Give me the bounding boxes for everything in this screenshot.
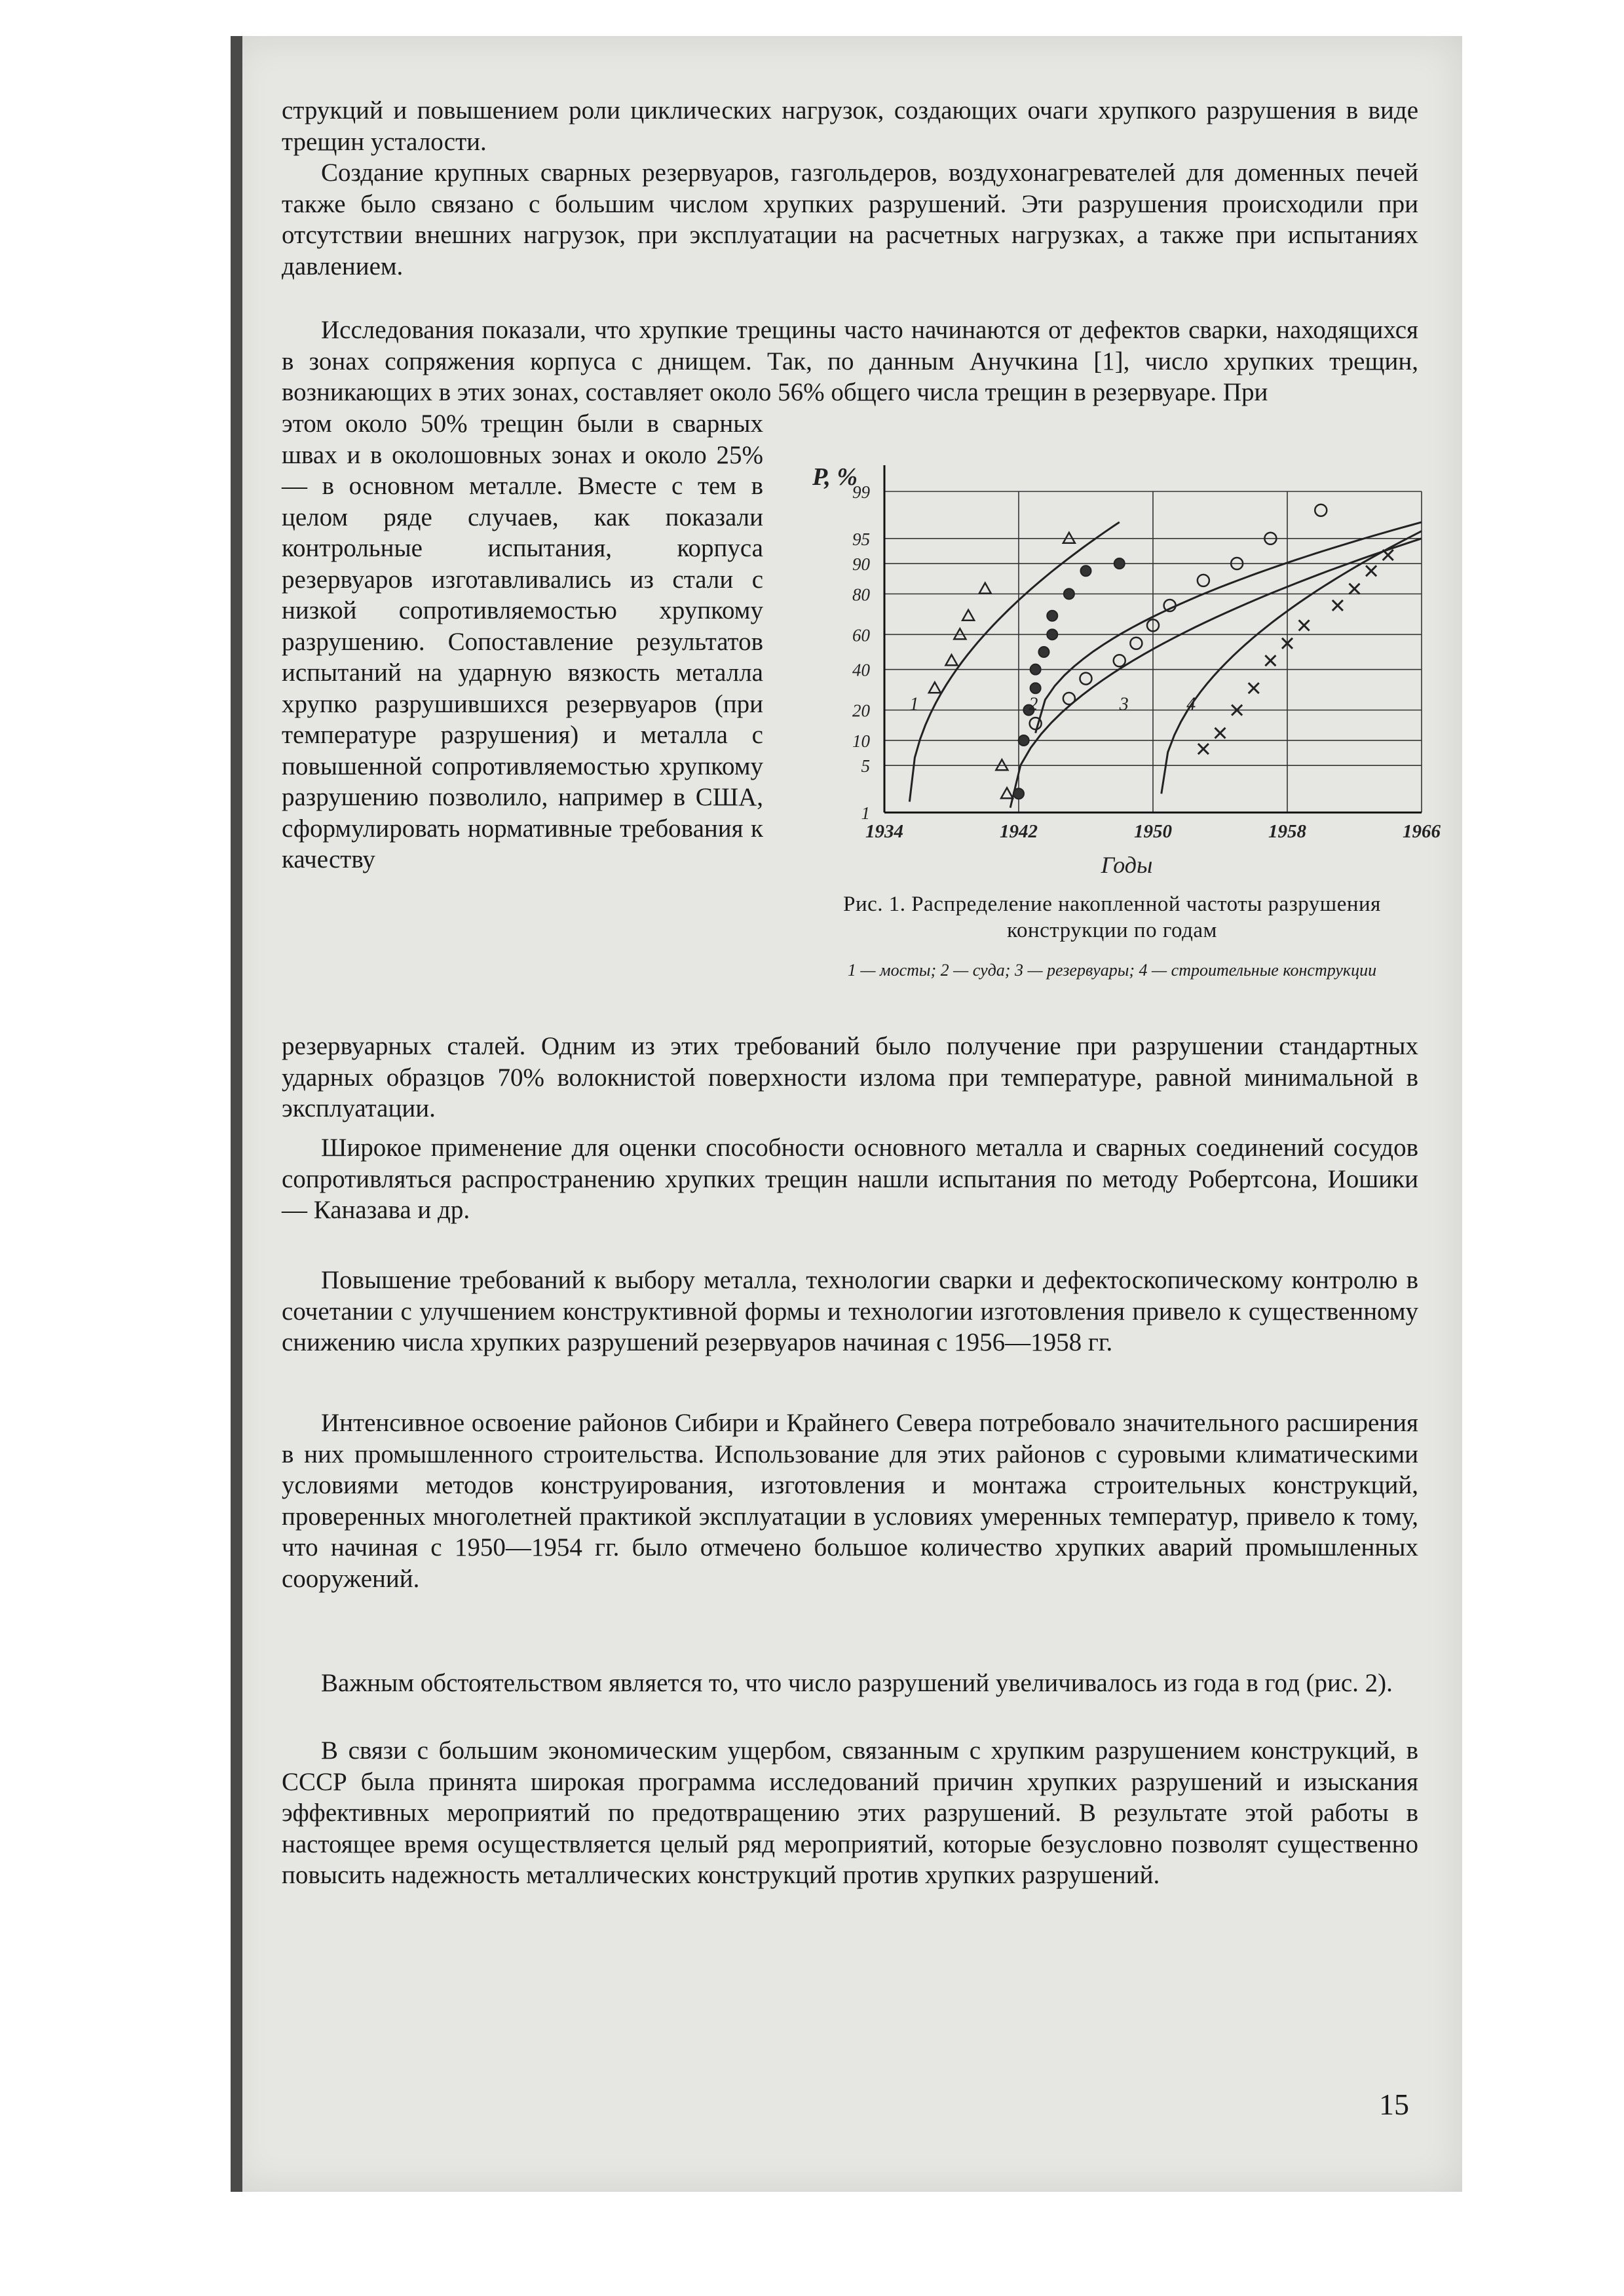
y-tick-label: 60: [852, 625, 870, 645]
data-point-triangle: [929, 682, 941, 693]
data-point-cross: [1332, 600, 1343, 611]
data-point-circle: [1315, 505, 1327, 516]
figure-caption: Рис. 1. Распределение накопленной частоты разрушения конструкции по годам: [843, 892, 1381, 942]
x-tick-label: 1950: [1134, 821, 1172, 842]
x-tick-label: 1966: [1403, 821, 1441, 842]
data-point-circle: [1030, 718, 1042, 729]
data-point-cross: [1215, 728, 1226, 738]
y-tick-label: 20: [852, 700, 870, 721]
x-tick-label: 1934: [865, 821, 903, 842]
data-point-triangle: [979, 583, 991, 594]
data-point-cross: [1265, 655, 1275, 666]
paragraph-continuation: струкций и повышением роли циклических нагрузок, создающих очаги хрупкого разрушения в виде трещин усталости.: [282, 96, 1418, 156]
figure-legend: 1 — мосты; 2 — суда; 3 — резервуары; 4 — строительные конструкции: [847, 961, 1377, 980]
y-tick-label: 1: [861, 803, 870, 823]
y-tick-label: 10: [852, 731, 870, 751]
x-axis-label: Годы: [1101, 852, 1153, 878]
data-point-cross: [1350, 584, 1360, 594]
data-point-circle: [1130, 638, 1142, 649]
curve-label: 1: [909, 694, 919, 715]
y-tick-label: 90: [852, 554, 870, 575]
data-point-triangle: [954, 628, 966, 639]
data-point-triangle: [1001, 788, 1013, 798]
curve-label: 3: [1119, 694, 1129, 715]
paragraph-2-wrapped: этом около 50% трещин были в сварных швах и в околошовных зонах и около 25% — в основном металле. Вместе с тем в целом ряде случаев, как показали контрольные испытания, корпуса резервуаров изготавливались из стали с низкой сопротивляемостью хрупкому разрушению. Сопоставление результатов испытаний на ударную вязкость металла хрупко разрушившихся резервуаров (при температуре разрушения) и металла с повышенной сопротивляемостью хрупкому разрушению позволило, например в США, сформулировать нормативные требования к качеству: [282, 410, 763, 873]
data-point-filled-circle: [1047, 611, 1057, 621]
y-tick-label: 80: [852, 584, 870, 605]
fit-curve-4: [1161, 531, 1422, 794]
paragraph-4: Повышение требований к выбору металла, технологии сварки и дефектоскопическому контролю в сочетании с улучшением конструктивной формы и технологии изготовления привело к существенному снижению числа хрупких разрушений резервуаров начиная с 1956—1958 гг.: [282, 1266, 1418, 1356]
data-point-cross: [1198, 744, 1209, 754]
data-point-circle: [1114, 655, 1125, 666]
curve-label: 2: [1029, 694, 1038, 715]
data-point-filled-circle: [1019, 735, 1029, 746]
data-point-cross: [1249, 683, 1259, 693]
data-point-cross: [1383, 550, 1393, 560]
data-point-filled-circle: [1030, 664, 1041, 675]
data-point-cross: [1299, 620, 1310, 630]
data-point-filled-circle: [1081, 565, 1091, 576]
curve-label: 4: [1186, 694, 1196, 715]
paragraph-1: Создание крупных сварных резервуаров, газгольдеров, воздухонагревателей для доменных печей также было связано с большим числом хрупких разрушений. Эти разрушения происходили при отсутствии внешних нагрузок, при эксплуатации на расчетных нагрузках, а также при испытаниях давлением.: [282, 159, 1418, 280]
data-point-triangle: [962, 610, 974, 621]
page-number: 15: [1379, 2088, 1409, 2121]
frequency-chart: [786, 446, 1441, 891]
data-point-triangle: [996, 759, 1008, 770]
y-axis-label: P, %: [812, 463, 858, 491]
paragraph-3: Широкое применение для оценки способности основного металла и сварных соединений сосудов сопротивляться распространению хрупких трещин нашли испытания по методу Робертсона, Иошики — Каназава и др.: [282, 1134, 1418, 1224]
y-tick-label: 99: [852, 482, 870, 502]
data-point-filled-circle: [1030, 683, 1041, 693]
paragraph-6: Важным обстоятельством является то, что число разрушений увеличивалось из года в год (рис. 2).: [321, 1669, 1393, 1697]
data-point-filled-circle: [1038, 647, 1049, 657]
page-binding-shadow: [231, 36, 242, 2192]
y-tick-label: 40: [852, 660, 870, 680]
paragraph-2-end: резервуарных сталей. Одним из этих требований было получение при разрушении стандартных ударных образцов 70% волокнистой поверхности излома при температуре, равной минимальной в эксплуатации.: [282, 1032, 1418, 1122]
paragraph-2: Исследования показали, что хрупкие трещины часто начинаются от дефектов сварки, находящихся в зонах сопряжения корпуса с днищем. Так, по данным Анучкина [1], число хрупких трещин, возникающих в этих зонах, составляет около 56% общего числа трещин в резервуаре. При: [282, 316, 1418, 406]
data-point-circle: [1198, 575, 1209, 586]
data-point-circle: [1080, 673, 1092, 685]
data-point-filled-circle: [1114, 558, 1125, 569]
x-tick-label: 1942: [1000, 821, 1038, 842]
fit-curve-3: [1036, 522, 1422, 733]
data-point-filled-circle: [1047, 629, 1057, 640]
data-point-triangle: [946, 655, 958, 665]
data-point-filled-circle: [1013, 788, 1024, 799]
y-tick-label: 95: [852, 529, 870, 549]
data-point-circle: [1063, 693, 1075, 704]
paragraph-5: Интенсивное освоение районов Сибири и Крайнего Севера потребовало значительного расширения в них промышленного строительства. Использование для этих районов с суровыми климатическими условиями методов конструирования, изготовления и монтажа строительных конструкций, проверенных многолетней практикой эксплуатации в условиях умеренных температур, привело к тому, что начиная с 1950—1954 гг. было отмечено большое количество хрупких аварий промышленных сооружений.: [282, 1409, 1418, 1593]
fit-curve-1: [909, 522, 1119, 802]
x-tick-label: 1958: [1268, 821, 1306, 842]
paragraph-7: В связи с большим экономическим ущербом, связанным с хрупким разрушением конструкций, в СССР была принята широкая программа исследований причин хрупких разрушений и изыскания эффективных мероприятий по предотвращению этих разрушений. В результате этой работы в настоящее время осуществляется целый ряд мероприятий, которые безусловно позволят существенно повысить надежность металлических конструкций против хрупких разрушений.: [282, 1736, 1418, 1889]
data-point-filled-circle: [1064, 588, 1074, 599]
data-point-triangle: [1063, 533, 1075, 543]
y-tick-label: 5: [861, 756, 870, 776]
data-point-cross: [1366, 565, 1376, 576]
